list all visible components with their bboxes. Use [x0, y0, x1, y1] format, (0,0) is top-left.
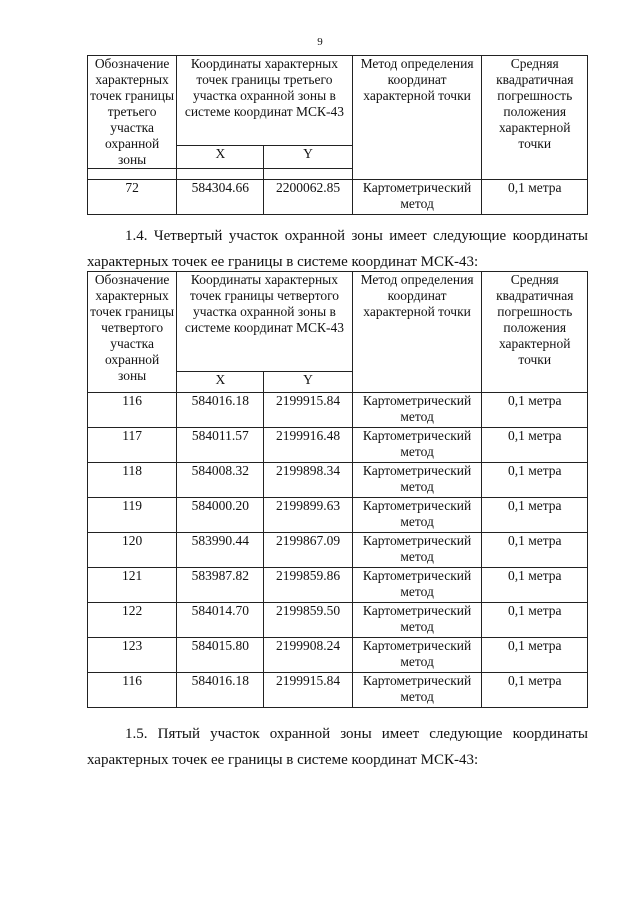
table-header-row	[88, 56, 588, 146]
point-error: 0,1 метра	[482, 463, 588, 498]
point-method: Картометрический метод	[352, 533, 482, 568]
point-error: 0,1 метра	[482, 603, 588, 638]
point-x: 584000.20	[177, 498, 264, 533]
header-spacer	[264, 169, 352, 180]
paragraph-text: 1.5. Пятый участок охранной зоны имеет следующие координаты характерных точек ее границы в системе координат МСК-43:	[87, 726, 588, 768]
point-id: 120	[88, 533, 177, 568]
coordinates-table-third-section	[87, 55, 588, 215]
point-method: Картометрический метод	[352, 638, 482, 673]
point-x: 583987.82	[177, 568, 264, 603]
header-y: Y	[264, 146, 352, 169]
point-error: 0,1 метра	[482, 393, 588, 428]
point-x: 584016.18	[177, 393, 264, 428]
table-row	[88, 428, 588, 463]
table-row	[88, 463, 588, 498]
point-id: 123	[88, 638, 177, 673]
point-error: 0,1 метра	[482, 180, 588, 215]
header-coordinates: Координаты характерных точек границы четвертого участка охранной зоны в системе координат МСК-43	[177, 272, 352, 372]
point-y: 2199867.09	[264, 533, 352, 568]
point-y: 2199915.84	[264, 393, 352, 428]
point-x: 584011.57	[177, 428, 264, 463]
point-method: Картометрический метод	[352, 393, 482, 428]
point-y: 2199915.84	[264, 673, 352, 708]
header-coordinates: Координаты характерных точек границы третьего участка охранной зоны в системе координат МСК-43	[177, 56, 352, 146]
point-x: 584014.70	[177, 603, 264, 638]
point-id: 119	[88, 498, 177, 533]
point-x: 583990.44	[177, 533, 264, 568]
point-id: 72	[88, 180, 177, 215]
point-y: 2199916.48	[264, 428, 352, 463]
point-error: 0,1 метра	[482, 498, 588, 533]
point-method: Картометрический метод	[352, 498, 482, 533]
table-row	[88, 180, 588, 215]
point-id: 116	[88, 673, 177, 708]
table-header-row	[88, 272, 588, 372]
table-row	[88, 533, 588, 568]
paragraph-section-1-4	[87, 223, 588, 275]
point-id: 117	[88, 428, 177, 463]
header-method: Метод определения координат характерной точки	[352, 272, 482, 393]
table-row	[88, 393, 588, 428]
point-x: 584008.32	[177, 463, 264, 498]
table-row	[88, 638, 588, 673]
point-x: 584304.66	[177, 180, 264, 215]
point-method: Картометрический метод	[352, 428, 482, 463]
point-method: Картометрический метод	[352, 568, 482, 603]
point-method: Картометрический метод	[352, 463, 482, 498]
header-point-designation: Обозначение характерных точек границы четвертого участка охранной зоны	[88, 272, 177, 393]
point-method: Картометрический метод	[352, 603, 482, 638]
point-method: Картометрический метод	[352, 180, 482, 215]
point-x: 584015.80	[177, 638, 264, 673]
header-error: Средняя квадратичная погрешность положения характерной точки	[482, 272, 588, 393]
point-id: 121	[88, 568, 177, 603]
point-method: Картометрический метод	[352, 673, 482, 708]
point-error: 0,1 метра	[482, 673, 588, 708]
point-y: 2199908.24	[264, 638, 352, 673]
point-error: 0,1 метра	[482, 533, 588, 568]
header-x: X	[177, 146, 264, 169]
coordinates-table-fourth-section	[87, 271, 588, 708]
point-error: 0,1 метра	[482, 638, 588, 673]
header-spacer	[88, 169, 177, 180]
point-y: 2199899.63	[264, 498, 352, 533]
point-id: 118	[88, 463, 177, 498]
table-row	[88, 498, 588, 533]
point-x: 584016.18	[177, 673, 264, 708]
table-row	[88, 603, 588, 638]
point-y: 2199898.34	[264, 463, 352, 498]
paragraph-text: 1.4. Четвертый участок охранной зоны имеет следующие координаты характерных точек ее границы в системе координат МСК-43:	[87, 228, 588, 270]
point-error: 0,1 метра	[482, 428, 588, 463]
header-error: Средняя квадратичная погрешность положения характерной точки	[482, 56, 588, 180]
point-y: 2199859.50	[264, 603, 352, 638]
header-spacer	[177, 169, 264, 180]
header-method: Метод определения координат характерной точки	[352, 56, 482, 180]
point-id: 116	[88, 393, 177, 428]
page-number: 9	[317, 36, 323, 48]
point-y: 2199859.86	[264, 568, 352, 603]
point-y: 2200062.85	[264, 180, 352, 215]
point-error: 0,1 метра	[482, 568, 588, 603]
table-row	[88, 568, 588, 603]
table-row	[88, 673, 588, 708]
header-y: Y	[264, 372, 352, 393]
paragraph-section-1-5	[87, 721, 588, 773]
header-x: X	[177, 372, 264, 393]
point-id: 122	[88, 603, 177, 638]
header-point-designation: Обозначение характерных точек границы третьего участка охранной зоны	[88, 56, 177, 169]
